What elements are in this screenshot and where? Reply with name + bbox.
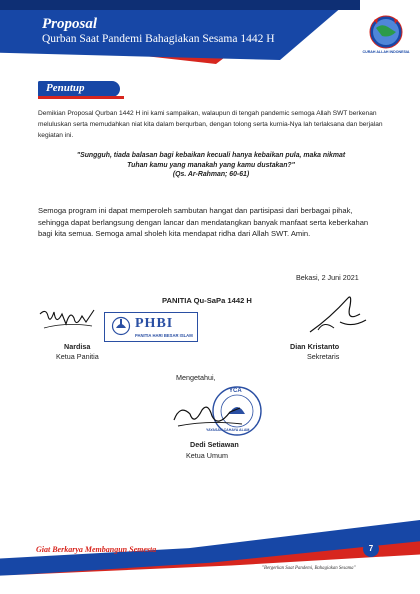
hope-paragraph: Semoga program ini dapat memperoleh sambutan hangat dan partisipasi dari berbagai pihak, sehingga dapat berlangsung dengan lancar dan mendatangkan banyak manfaat serta keberkahan bagi kita semua. Semoga amal sholeh kita mendapat ridha dari Allah SWT. Amin. — [38, 206, 369, 238]
page-number-badge: 7 — [363, 541, 379, 557]
header-dark-strip — [0, 0, 360, 10]
closing-paragraph: Demikian Proposal Qurban 1442 H ini kami sampaikan, walaupun di tengah pandemic semoga Allah SWT berkenan meluluskan serta memudahkan niat kita dalam berqurban, dengan tolong serta kurnia-Nya lah terlaksana dan berjalan kegiatan ini. — [38, 110, 383, 139]
header-subtitle: Qurban Saat Pandemi Bahagiakan Sesama 1442 H — [42, 33, 275, 45]
right-signer-name: Dian Kristanto — [290, 342, 340, 351]
section-title: Penutup — [46, 82, 85, 94]
place-date: Bekasi, 2 Juni 2021 — [296, 273, 359, 282]
yca-stamp-title: YCA — [229, 388, 242, 394]
signature-left — [36, 304, 100, 338]
header-title: Proposal — [42, 16, 98, 32]
logo-caption: CURAH ALLAH INDONESIA — [362, 50, 410, 54]
section-tab-underline — [38, 96, 124, 99]
committee-name: PANITIA Qu-SaPa 1442 H — [162, 296, 252, 305]
quote-reference: (Qs. Ar-Rahman; 60-61) — [172, 171, 250, 178]
quote-line-2: Tuhan kamu yang manakah yang kamu dustakan?" — [127, 161, 295, 169]
bottom-signer-role: Ketua Umum — [186, 451, 228, 460]
acknowledged-label: Mengetahui, — [176, 373, 216, 382]
footer-quote: "Bergerkan Saat Pandemi, Bahagiakan Sesama" — [262, 566, 356, 571]
yca-stamp-subtitle: YAYASAN CAHAYA ALAM — [206, 428, 250, 432]
right-signer-role: Sekretaris — [307, 352, 340, 361]
bottom-signer-name: Dedi Setiawan — [190, 440, 239, 449]
quote-line-1: "Sungguh, tiada balasan bagi kebaikan kecuali hanya kebaikan pula, maka nikmat — [76, 152, 346, 159]
phbi-stamp — [104, 312, 198, 342]
quote-block — [38, 151, 384, 180]
globe-logo-icon — [368, 14, 404, 50]
footer-motto: Giat Berkarya Membangun Semesta — [36, 545, 157, 554]
phbi-stamp-subtitle: PANITIA HARI BESAR ISLAM — [135, 333, 193, 338]
signature-bottom — [168, 396, 248, 436]
phbi-stamp-title: PHBI — [135, 316, 174, 331]
signature-right — [300, 292, 370, 340]
left-signer-role: Ketua Panitia — [56, 352, 99, 361]
left-signer-name: Nardisa — [64, 342, 91, 351]
phbi-emblem-icon — [111, 316, 131, 336]
